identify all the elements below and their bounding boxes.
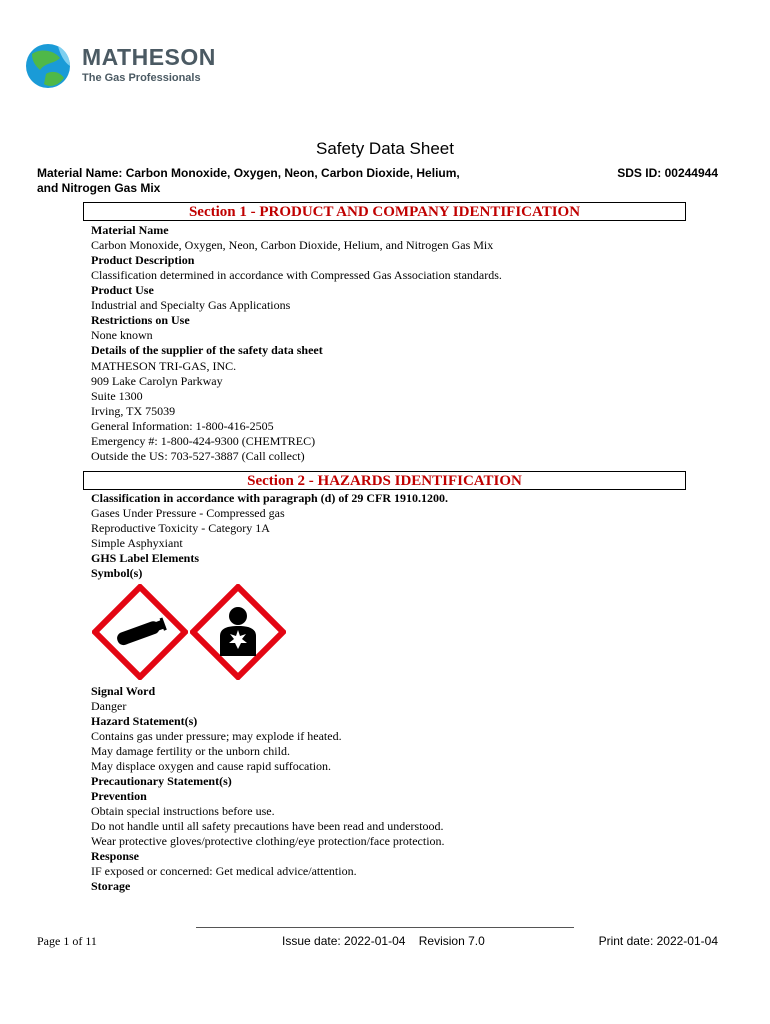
signal-word-value: Danger (91, 699, 127, 713)
health-hazard-pictogram-icon (190, 584, 286, 680)
response-statement: IF exposed or concerned: Get medical advice/attention. (91, 864, 357, 878)
prevention-statement: Obtain special instructions before use. (91, 804, 275, 818)
hazard-statements-label: Hazard Statement(s) (91, 714, 198, 728)
gas-cylinder-pictogram-icon (92, 584, 188, 680)
classification-label: Classification in accordance with paragraph (d) of 29 CFR 1910.1200. (91, 491, 448, 505)
restrictions-label: Restrictions on Use (91, 313, 190, 327)
material-name-line1: Material Name: Carbon Monoxide, Oxygen, Neon, Carbon Dioxide, Helium, (37, 166, 460, 180)
matheson-logo (24, 40, 234, 100)
classification-item: Simple Asphyxiant (91, 536, 183, 550)
prevention-statement: Do not handle until all safety precautions have been read and understood. (91, 819, 444, 833)
section2-body-top (91, 491, 711, 581)
issue-date-text: Issue date: 2022-01-04 Revision 7.0 (282, 934, 485, 948)
supplier-line: Outside the US: 703-527-3887 (Call collect) (91, 449, 305, 463)
product-description-value: Classification determined in accordance with Compressed Gas Association standards. (91, 268, 502, 282)
classification-item: Gases Under Pressure - Compressed gas (91, 506, 285, 520)
section2-title: Section 2 - HAZARDS IDENTIFICATION (247, 473, 522, 489)
supplier-line: General Information: 1-800-416-2505 (91, 419, 274, 433)
classification-item: Reproductive Toxicity - Category 1A (91, 521, 270, 535)
material-name-label: Material Name (91, 223, 169, 237)
supplier-line: 909 Lake Carolyn Parkway (91, 374, 223, 388)
document-title: Safety Data Sheet (316, 139, 454, 158)
section1-title: Section 1 - PRODUCT AND COMPANY IDENTIFICATION (188, 204, 581, 220)
sds-id: SDS ID: 00244944 (617, 166, 718, 180)
footer-divider (196, 927, 574, 928)
ghs-label: GHS Label Elements (91, 551, 200, 565)
section1-header (83, 202, 686, 221)
restrictions-value: None known (91, 328, 153, 342)
product-description-label: Product Description (91, 253, 195, 267)
hazard-statement: May damage fertility or the unborn child. (91, 744, 290, 758)
storage-label: Storage (91, 879, 131, 893)
supplier-line: Irving, TX 75039 (91, 404, 176, 418)
print-date: Print date: 2022-01-04 (598, 934, 718, 948)
prevention-label: Prevention (91, 789, 147, 803)
symbols-label: Symbol(s) (91, 566, 143, 580)
ghs-symbols (92, 584, 292, 680)
precautionary-label: Precautionary Statement(s) (91, 774, 232, 788)
product-use-value: Industrial and Specialty Gas Applications (91, 298, 291, 312)
hazard-statement: May displace oxygen and cause rapid suffocation. (91, 759, 332, 773)
supplier-block (91, 359, 711, 464)
globe-icon (24, 40, 74, 92)
prevention-statement: Wear protective gloves/protective clothing/eye protection/face protection. (91, 834, 445, 848)
material-name-value: Carbon Monoxide, Oxygen, Neon, Carbon Dioxide, Helium, and Nitrogen Gas Mix (91, 238, 494, 252)
supplier-line: Emergency #: 1-800-424-9300 (CHEMTREC) (91, 434, 316, 448)
product-use-label: Product Use (91, 283, 154, 297)
brand-name: MATHESON (82, 44, 216, 70)
supplier-line: Suite 1300 (91, 389, 143, 403)
response-label: Response (91, 849, 140, 863)
section1-body (91, 223, 711, 464)
page-number: Page 1 of 11 (37, 934, 97, 948)
material-name-header (37, 166, 517, 196)
material-name-line2: and Nitrogen Gas Mix (37, 181, 161, 195)
section2-body-bottom (91, 684, 711, 894)
brand-tagline: The Gas Professionals (82, 72, 201, 84)
section2-header (83, 471, 686, 490)
issue-date (282, 934, 485, 948)
signal-word-label: Signal Word (91, 684, 156, 698)
hazard-statement: Contains gas under pressure; may explode if heated. (91, 729, 342, 743)
supplier-label: Details of the supplier of the safety data sheet (91, 343, 323, 357)
supplier-line: MATHESON TRI-GAS, INC. (91, 359, 237, 373)
